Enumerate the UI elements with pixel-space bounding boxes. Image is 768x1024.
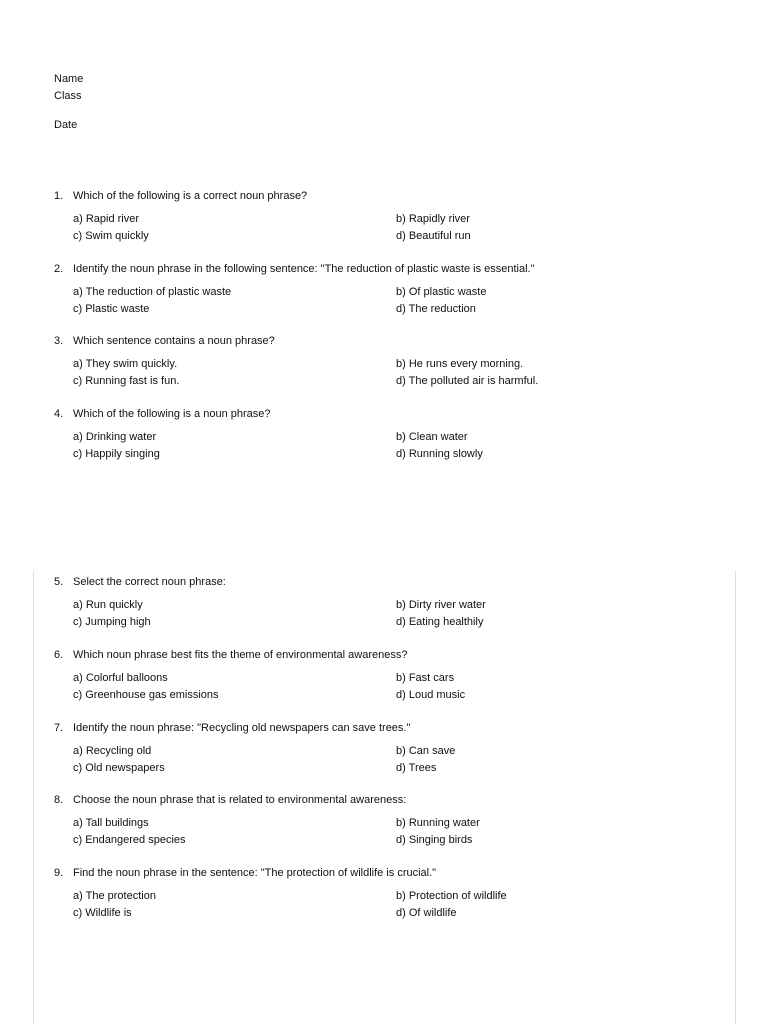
question-8 (54, 793, 734, 850)
question-2 (54, 262, 734, 319)
option-c[interactable]: c) Happily singing (73, 448, 160, 460)
question-text: Choose the noun phrase that is related to environmental awareness: (73, 794, 407, 806)
option-c[interactable]: c) Swim quickly (73, 230, 149, 242)
question-text: Select the correct noun phrase: (73, 576, 226, 588)
option-a[interactable]: a) They swim quickly. (73, 358, 178, 370)
option-d[interactable]: d) Running slowly (396, 448, 483, 460)
question-6 (54, 648, 734, 705)
option-d[interactable]: d) The reduction (396, 303, 476, 315)
option-c[interactable]: c) Wildlife is (73, 907, 132, 919)
option-b[interactable]: b) Running water (396, 817, 480, 829)
option-c[interactable]: c) Old newspapers (73, 762, 165, 774)
class-field-label: Class (54, 90, 82, 102)
question-text: Which sentence contains a noun phrase? (73, 335, 275, 347)
option-d[interactable]: d) Of wildlife (396, 907, 457, 919)
option-b[interactable]: b) Can save (396, 745, 456, 757)
question-number: 6. (54, 649, 64, 661)
question-4 (54, 407, 734, 464)
question-number: 5. (54, 576, 64, 588)
option-b[interactable]: b) He runs every morning. (396, 358, 524, 370)
date-field-label: Date (54, 119, 78, 131)
option-c[interactable]: c) Plastic waste (73, 303, 150, 315)
option-a[interactable]: a) Run quickly (73, 599, 143, 611)
question-5 (54, 575, 734, 632)
question-number: 1. (54, 190, 64, 202)
option-d[interactable]: d) The polluted air is harmful. (396, 375, 539, 387)
question-number: 3. (54, 335, 64, 347)
question-number: 8. (54, 794, 64, 806)
question-3 (54, 334, 734, 391)
question-number: 2. (54, 263, 64, 275)
question-text: Which noun phrase best fits the theme of environmental awareness? (73, 649, 408, 661)
option-c[interactable]: c) Running fast is fun. (73, 375, 180, 387)
question-9 (54, 866, 734, 923)
option-d[interactable]: d) Loud music (396, 689, 466, 701)
question-text: Which of the following is a correct noun phrase? (73, 190, 308, 202)
option-a[interactable]: a) Tall buildings (73, 817, 149, 829)
question-number: 9. (54, 867, 64, 879)
option-d[interactable]: d) Eating healthily (396, 616, 484, 628)
option-a[interactable]: a) Colorful balloons (73, 672, 168, 684)
question-1 (54, 189, 734, 246)
option-a[interactable]: a) Recycling old (73, 745, 152, 757)
question-number: 7. (54, 722, 64, 734)
question-text: Find the noun phrase in the sentence: "The protection of wildlife is crucial." (73, 867, 437, 879)
question-text: Identify the noun phrase in the following sentence: "The reduction of plastic waste is essential." (73, 263, 535, 275)
option-d[interactable]: d) Trees (396, 762, 437, 774)
question-text: Identify the noun phrase: "Recycling old newspapers can save trees." (73, 722, 411, 734)
name-field-label: Name (54, 73, 84, 85)
option-d[interactable]: d) Singing birds (396, 834, 473, 846)
option-d[interactable]: d) Beautiful run (396, 230, 471, 242)
page-border-right (735, 571, 736, 1024)
question-7 (54, 721, 734, 778)
page-border-left (33, 571, 34, 1024)
option-b[interactable]: b) Dirty river water (396, 599, 486, 611)
option-b[interactable]: b) Clean water (396, 431, 468, 443)
option-b[interactable]: b) Rapidly river (396, 213, 470, 225)
option-a[interactable]: a) The reduction of plastic waste (73, 286, 232, 298)
option-a[interactable]: a) Rapid river (73, 213, 140, 225)
option-c[interactable]: c) Greenhouse gas emissions (73, 689, 219, 701)
option-a[interactable]: a) The protection (73, 890, 156, 902)
question-number: 4. (54, 408, 64, 420)
question-text: Which of the following is a noun phrase? (73, 408, 271, 420)
option-b[interactable]: b) Of plastic waste (396, 286, 487, 298)
option-b[interactable]: b) Protection of wildlife (396, 890, 507, 902)
option-a[interactable]: a) Drinking water (73, 431, 157, 443)
option-c[interactable]: c) Endangered species (73, 834, 186, 846)
option-c[interactable]: c) Jumping high (73, 616, 151, 628)
option-b[interactable]: b) Fast cars (396, 672, 455, 684)
